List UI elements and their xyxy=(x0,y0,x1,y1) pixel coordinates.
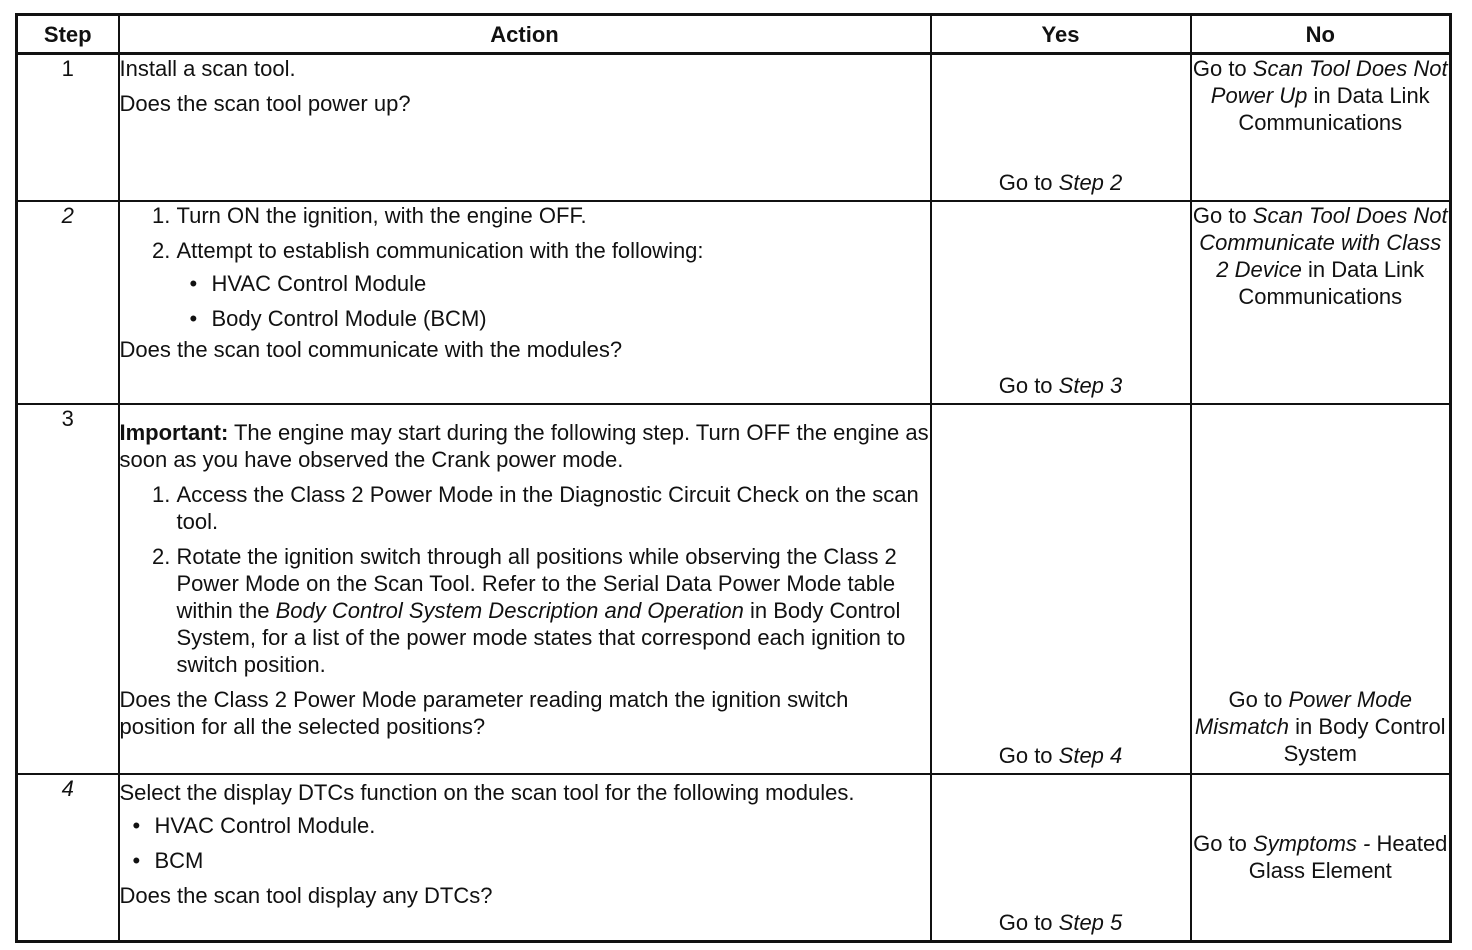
header-step: Step xyxy=(17,15,119,54)
no-link[interactable]: Power Mode Mismatch xyxy=(1194,686,1412,739)
header-yes: Yes xyxy=(931,15,1191,54)
bullet-item: • HVAC Control Module xyxy=(212,270,930,297)
table-row xyxy=(17,54,1451,201)
yes-link[interactable]: Go to Step 5 xyxy=(998,910,1123,935)
action-step: 2. Rotate the ignition switch through all positions while observing the Class 2 Power Mode on the Scan Tool. Refer to the Serial Data Power Mode table within the Body Control System Description and Operation in Body Control System, for a list of the power mode states that correspond each ignition to switch position. xyxy=(177,543,930,678)
no-link[interactable]: Scan Tool Does Not Communicate with Class 2 Device xyxy=(1199,202,1448,282)
bullet-list xyxy=(177,270,930,332)
bullet-list xyxy=(120,812,930,874)
action-text: Select the display DTCs function on the scan tool for the following modules. xyxy=(119,779,855,805)
header-action: Action xyxy=(119,15,931,54)
action-question: Does the scan tool communicate with the modules? xyxy=(119,336,623,362)
no-cell[interactable]: Go to Scan Tool Does Not Communicate with Class 2 Device in Data Link Communications xyxy=(1191,201,1451,404)
header-row xyxy=(17,15,1451,54)
step-number: 4 xyxy=(17,774,119,942)
yes-cell xyxy=(931,774,1191,942)
no-link[interactable]: Scan Tool Does Not Power Up xyxy=(1210,56,1448,108)
diagnostic-table xyxy=(15,13,1452,943)
bullet-item: • Body Control Module (BCM) xyxy=(212,305,930,332)
table-row xyxy=(17,201,1451,404)
step-number: 2 xyxy=(17,201,119,404)
yes-link[interactable]: Go to Step 2 xyxy=(998,169,1123,195)
yes-cell xyxy=(931,404,1191,774)
yes-link[interactable]: Go to Step 3 xyxy=(998,372,1123,398)
no-cell[interactable]: Go to Symptoms - Heated Glass Element xyxy=(1191,774,1451,942)
action-link[interactable]: Body Control System Description and Operation xyxy=(275,597,744,623)
action-question: Does the scan tool display any DTCs? xyxy=(119,882,493,908)
yes-cell xyxy=(931,54,1191,201)
action-cell xyxy=(119,774,931,942)
step-number: 3 xyxy=(17,404,119,774)
action-question: Does the scan tool power up? xyxy=(119,91,411,116)
yes-link[interactable]: Go to Step 4 xyxy=(998,742,1123,768)
action-question: Does the Class 2 Power Mode parameter reading match the ignition switch position for all the selected positions? xyxy=(119,686,849,739)
table-row xyxy=(17,404,1451,774)
important-note: Important: The engine may start during the following step. Turn OFF the engine as soon as you have observed the Crank power mode. xyxy=(119,419,929,472)
step-number: 1 xyxy=(17,54,119,201)
important-label: Important: xyxy=(119,419,229,445)
action-cell xyxy=(119,201,931,404)
bullet-item: • HVAC Control Module. xyxy=(155,812,930,839)
action-step: 1. Turn ON the ignition, with the engine OFF. xyxy=(177,202,930,229)
no-cell[interactable]: Go to Power Mode Mismatch in Body Control System xyxy=(1191,404,1451,774)
action-steps xyxy=(120,202,930,332)
header-no: No xyxy=(1191,15,1451,54)
action-cell xyxy=(119,404,931,774)
action-text: Install a scan tool. xyxy=(119,56,296,81)
action-step: 1. Access the Class 2 Power Mode in the Diagnostic Circuit Check on the scan tool. xyxy=(177,481,930,535)
action-step: 2. Attempt to establish communication with the following: • HVAC Control Module • Body Control Module (BCM) xyxy=(177,237,930,332)
action-cell xyxy=(119,54,931,201)
no-link[interactable]: Symptoms - xyxy=(1253,831,1371,857)
action-steps xyxy=(120,481,930,678)
yes-cell xyxy=(931,201,1191,404)
table-row xyxy=(17,774,1451,942)
no-cell[interactable]: Go to Scan Tool Does Not Power Up in Data Link Communications xyxy=(1191,54,1451,201)
bullet-item: • BCM xyxy=(155,847,930,874)
